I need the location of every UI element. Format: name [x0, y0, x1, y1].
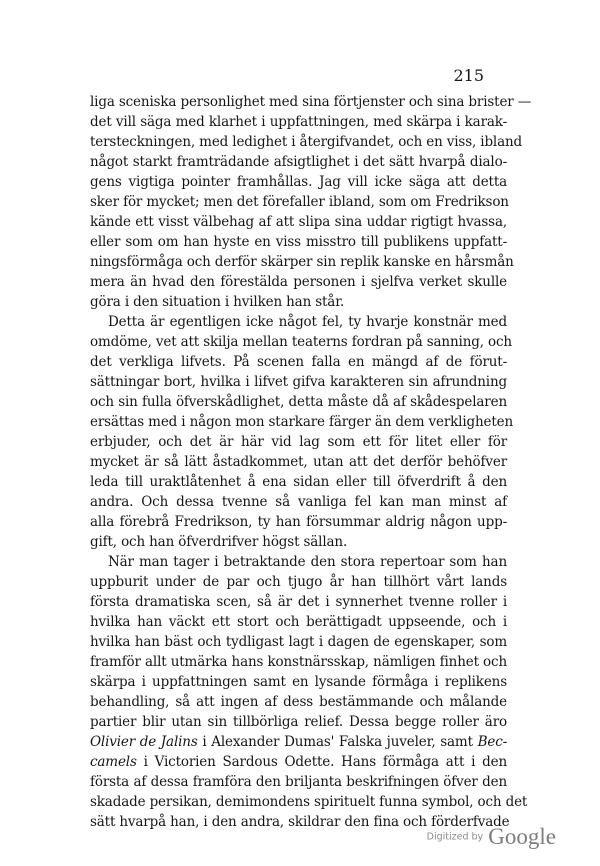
text-line — [90, 752, 507, 772]
text-line: skadade persikan, demimondens spirituelt funna symbol, och det — [90, 794, 528, 810]
italic-title: Olivier de Jalins — [90, 734, 198, 750]
text-line: leda till uraktlåtenhet å ena sidan eller till öfverdrift å den — [90, 474, 507, 490]
text-line: det vill säga med klarhet i uppfattningen, med skärpa i karak- — [90, 114, 507, 130]
text-line: liga sceniska personlighet med sina förtjenster och sina brister — — [90, 94, 532, 110]
text-line: första af dessa framföra den briljanta beskrifningen öfver den — [90, 774, 507, 790]
text-line: omdöme, vet att skilja mellan teaterns fordran på sanning, och — [90, 334, 512, 350]
text-line: mera än hvad den förestälda personen i sjelfva verket skulle — [90, 274, 507, 290]
italic-title: Bec- — [477, 734, 508, 750]
text-line: första dramatiska scen, så är det i synnerhet tvenne roller i — [90, 594, 507, 610]
text-line: det verkliga lifvets. På scenen falla en mängd af de förut- — [90, 354, 507, 370]
text-line: gens vigtiga pointer framhållas. Jag vill icke säga att detta — [90, 174, 507, 190]
text-line: uppburit under de par och tjugo år han tillhört vårt lands — [90, 574, 507, 590]
text-line: skärpa i uppfattningen samt en lysande förmåga i replikens — [90, 674, 507, 690]
text-run: i Victorien Sardous Odette. Hans förmåga att i den — [136, 754, 507, 770]
text-line — [90, 732, 507, 752]
text-line: sättningar bort, hvilka i lifvet gifva karakteren sin afrundning — [90, 374, 507, 390]
text-line: sätt hvarpå han, i den andra, skildrar den fina och förderfvade — [90, 814, 510, 830]
text-line: tersteckningen, med ledighet i återgifvandet, och en viss, ibland — [90, 134, 523, 150]
text-line: göra i den situation i hvilken han står. — [90, 294, 345, 310]
text-line: partier blir utan sin tillbörliga relief. Dessa begge roller äro — [90, 714, 507, 730]
text-line: hvilka han bäst och tydligast lagt i dagen de egenskaper, som — [90, 634, 507, 650]
text-line: kände ett visst välbehag af att slipa sina uddar rigtigt hvassa, — [90, 214, 507, 230]
text-line: ersättas med i någon mon starkare färger än dem verkligheten — [90, 414, 514, 430]
watermark-prefix: Digitized by — [426, 831, 484, 843]
text-line: Detta är egentligen icke något fel, ty hvarje konstnär med — [108, 314, 507, 330]
text-line: behandling, så att ingen af dess bestämmande och målande — [90, 694, 507, 710]
text-line: eller som om han hyste en viss misstro till publikens uppfatt- — [90, 234, 507, 250]
text-line: gift, och han öfverdrifver högst sällan. — [90, 534, 348, 550]
text-line: mycket är så lätt åstadkommet, utan att det derför behöfver — [90, 454, 507, 470]
text-line: erbjuder, och det är här vid lag som ett för litet eller för — [90, 434, 507, 450]
text-line: hvilka han väckt ett stort och berättigadt uppseende, och i — [90, 614, 507, 630]
page-number: 215 — [453, 66, 484, 85]
google-logo: Google — [488, 824, 556, 849]
text-line: ningsförmåga och derför skärper sin replik kanske en hårsmån — [90, 254, 514, 270]
text-line: andra. Och dessa tvenne så vanliga fel kan man minst af — [90, 494, 507, 510]
text-line: sker för mycket; men det förefaller ibland, som om Fredrikson — [90, 194, 509, 210]
text-line: alla förebrå Fredrikson, ty han försummar aldrig någon upp- — [90, 514, 507, 530]
text-line: något starkt framträdande afsigtlighet i det sätt hvarpå dialo- — [90, 154, 507, 170]
text-line: När man tager i betraktande den stora repertoar som han — [108, 554, 507, 570]
italic-title: camels — [90, 754, 137, 770]
digitization-watermark — [427, 824, 556, 850]
text-line: framför allt utmärka hans konstnärsskap, nämligen finhet och — [90, 654, 507, 670]
text-line: och sin fulla öfverskådlighet, detta måste då af skådespelaren — [90, 394, 507, 410]
text-run: i Alexander Dumas' Falska juveler, samt — [197, 734, 478, 750]
